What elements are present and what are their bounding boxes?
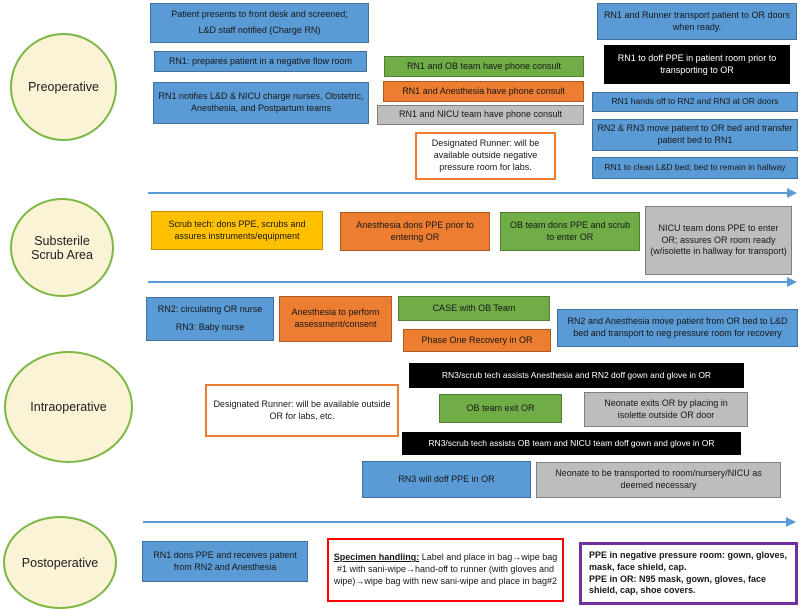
- box-move-to-or-bed: RN2 & RN3 move patient to OR bed and transfer patient bed to RN1: [592, 119, 798, 151]
- box-case-with-ob-team: CASE with OB Team: [398, 296, 550, 321]
- box-designated-runner-preop: Designated Runner: will be available outside negative pressure room for labs.: [415, 132, 556, 180]
- flow-arrow-preop: [148, 192, 788, 194]
- box-rn3-doff-ppe: RN3 will doff PPE in OR: [362, 461, 531, 498]
- box-ob-team-dons-ppe: OB team dons PPE and scrub to enter OR: [500, 212, 640, 251]
- box-clean-ld-bed: RN1 to clean L&D bed; bed to remain in hallway: [592, 157, 798, 179]
- specimen-handling-text: [333, 552, 558, 588]
- specimen-handling-title: Specimen handling:: [333, 552, 420, 563]
- box-phone-consult-nicu: RN1 and NICU team have phone consult: [377, 105, 584, 125]
- box-ppe-requirements: [579, 542, 798, 605]
- box-ob-team-exit-or: OB team exit OR: [439, 394, 562, 423]
- box-patient-presents-line1: Patient presents to front desk and screened;: [171, 9, 348, 20]
- box-assist-anesthesia-rn2-doff: RN3/scrub tech assists Anesthesia and RN2 doff gown and glove in OR: [409, 363, 744, 388]
- box-rn1-doff-ppe: RN1 to doff PPE in patient room prior to transporting to OR: [604, 45, 790, 84]
- flow-arrow-substerile: [148, 281, 788, 283]
- box-rn2-rn3-roles: [146, 297, 274, 341]
- box-specimen-handling: [327, 538, 564, 602]
- lane-circle-intraoperative: Intraoperative: [4, 351, 133, 463]
- box-scrub-tech-dons-ppe: Scrub tech: dons PPE, scrubs and assures instruments/equipment: [151, 211, 323, 250]
- box-rn1-hands-off: RN1 hands off to RN2 and RN3 at OR doors: [592, 92, 798, 112]
- specimen-handling-body: Label and place in bag→wipe bag #1 with sani-wipe→hand-off to runner (with gloves and wipe)→wipe bag with new sani-wipe and place in bag#2: [333, 552, 558, 586]
- ppe-in-or-line: PPE in OR: N95 mask, gown, gloves, face shield, cap, shoe covers.: [589, 573, 767, 596]
- lane-circle-preoperative: Preoperative: [10, 33, 117, 141]
- box-anesthesia-assessment: Anesthesia to perform assessment/consent: [279, 296, 392, 342]
- box-designated-runner-intraop: Designated Runner: will be available outside OR for labs, etc.: [205, 384, 399, 437]
- box-transport-to-or-doors: RN1 and Runner transport patient to OR doors when ready.: [597, 3, 797, 40]
- box-rn1-prepares-patient: RN1: prepares patient in a negative flow room: [154, 51, 367, 72]
- lane-circle-substerile-scrub-area: Substerile Scrub Area: [10, 198, 114, 297]
- box-phone-consult-ob: RN1 and OB team have phone consult: [384, 56, 584, 77]
- flow-arrow-intraop: [143, 521, 787, 523]
- box-rn2-role-line: RN2: circulating OR nurse: [157, 304, 263, 315]
- box-patient-presents: [150, 3, 369, 43]
- ppe-negative-pressure-line: PPE in negative pressure room: gown, gloves, mask, face shield, cap.: [589, 549, 788, 572]
- box-neonate-transported: Neonate to be transported to room/nursery/NICU as deemed necessary: [536, 462, 781, 498]
- box-patient-presents-line2: L&D staff notified (Charge RN): [198, 25, 321, 36]
- box-neonate-exits-or: Neonate exits OR by placing in isolette outside OR door: [584, 392, 748, 427]
- box-phase-one-recovery: Phase One Recovery in OR: [403, 329, 551, 352]
- box-move-patient-to-ld-bed: RN2 and Anesthesia move patient from OR bed to L&D bed and transport to neg pressure room for recovery: [557, 309, 798, 347]
- box-phone-consult-anesthesia: RN1 and Anesthesia have phone consult: [383, 81, 584, 102]
- lane-circle-postoperative: Postoperative: [3, 516, 117, 609]
- box-anesthesia-dons-ppe: Anesthesia dons PPE prior to entering OR: [340, 212, 490, 251]
- box-rn1-receives-patient: RN1 dons PPE and receives patient from RN2 and Anesthesia: [142, 541, 308, 582]
- box-assist-ob-nicu-doff: RN3/scrub tech assists OB team and NICU team doff gown and glove in OR: [402, 432, 741, 455]
- box-nicu-team-dons-ppe: NICU team dons PPE to enter OR; assures OR room ready (w/isolette in hallway for transport): [645, 206, 792, 275]
- box-rn1-notifies-teams: RN1 notifies L&D & NICU charge nurses, Obstetric, Anesthesia, and Postpartum teams: [153, 82, 369, 124]
- box-rn3-role-line: RN3: Baby nurse: [175, 321, 245, 332]
